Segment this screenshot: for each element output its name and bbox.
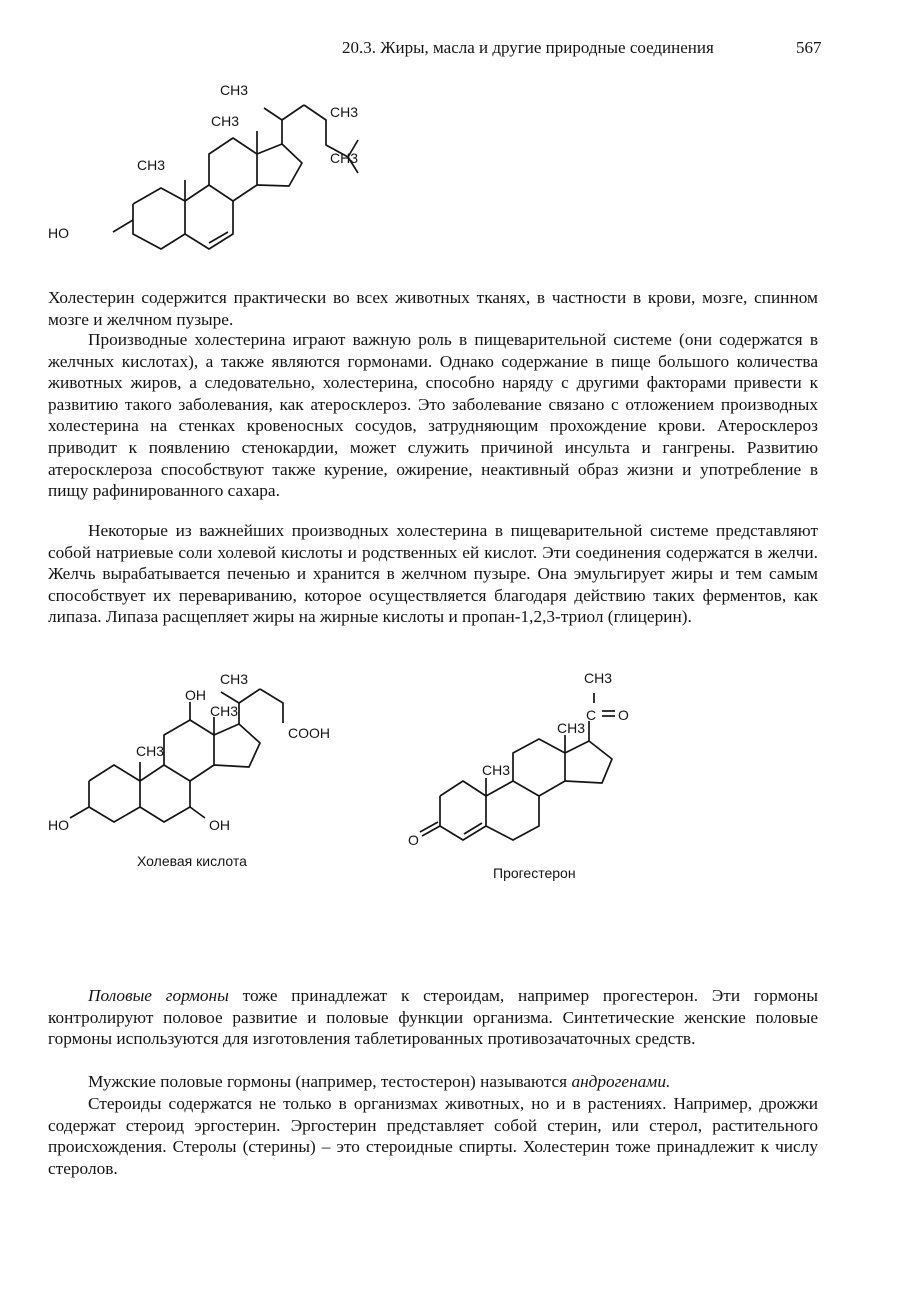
running-header: 20.3. Жиры, масла и другие природные соединения	[342, 38, 714, 57]
androgens-text: Мужские половые гормоны (например, тестостерон) называются	[88, 1072, 572, 1091]
cholic-cooh-label: COOH	[288, 725, 330, 741]
cholic-acid-structure	[40, 665, 360, 845]
cholic-oh-c12-label: OH	[185, 687, 206, 703]
cholesterol-ch3-c19-label: CH3	[137, 157, 166, 173]
cholic-oh-c7-label: OH	[209, 817, 230, 833]
cholesterol-ch3-c18-label: CH3	[211, 113, 240, 129]
paragraph-androgens	[48, 1071, 818, 1093]
cholic-ch3-side-label: CH3	[220, 671, 249, 687]
cholesterol-ch3-isopropyl-bottom-label: CH3	[330, 150, 359, 166]
progesterone-ketone-o-label: O	[408, 832, 419, 848]
paragraph-cholesterol-derivatives: Производные холестерина играют важную роль в пищеварительной системе (они содержатся в желчных кислотах), а также являются гормонами. Однако содержание в пище большого количества животных жиров, а следовательно, холестерина, способно наряду с другими факторами привести к развитию такого заболевания, как атеросклероз. Это заболевание связано с отложением производных холестерина на стенках кровеносных сосудов, затрудняющим прохождение крови. Атеросклероз приводит к появлению стенокардии, может служить причиной инсульта и гангрены. Развитию атеросклероза способствуют также курение, ожирение, неактивный образ жизни и употребление в пищу рафинированного сахара.	[48, 330, 818, 501]
term-sex-hormones: Половые гормоны	[88, 986, 229, 1005]
cholic-acid-caption: Холевая кислота	[137, 853, 247, 869]
paragraph-cholesterol-occurrence: Холестерин содержится практически во всех животных тканях, в частности в крови, мозге, спинном мозге и желчном пузыре.	[48, 288, 818, 329]
progesterone-ch3-c19-label: CH3	[482, 762, 511, 778]
cholic-ho-label: HO	[48, 817, 69, 833]
term-androgens: андрогенами.	[571, 1072, 671, 1091]
paragraph-steroids-plants: Стероиды содержатся не только в организмах животных, но и в растениях. Например, дрожжи содержат стероид эргостерин. Эргостерин представляет собой стерин, или стерол, растительного происхождения. Стеролы (стерины) – это стероидные спирты. Холестерин тоже принадлежит к числу стеролов.	[48, 1094, 818, 1178]
paragraph-bile-acids: Некоторые из важнейших производных холестерина в пищеварительной системе представляют собой натриевые соли холевой кислоты и родственных ей кислот. Эти соединения содержатся в желчи. Желчь вырабатывается печенью и хранится в желчном пузыре. Она эмульгирует жиры и тем самым способствует их перевариванию, которое осуществляется благодаря действию таких ферментов, как липаза. Липаза расщепляет жиры на жирные кислоты и пропан-1,2,3-триол (глицерин).	[48, 521, 818, 627]
cholic-ch3-c19-label: CH3	[136, 743, 165, 759]
sex-hormones-text: тоже принадлежат к стероидам, например прогестерон. Эти гормоны контролируют половое развитие и половые функции организма. Синтетические женские половые гормоны используются для изготовления таблетированных противозачаточных средств.	[48, 986, 818, 1049]
progesterone-ch3-acetyl-label: CH3	[584, 670, 613, 686]
progesterone-structure	[400, 665, 660, 855]
progesterone-carbonyl-o-label: O	[618, 707, 629, 723]
cholesterol-structure	[40, 75, 400, 255]
progesterone-caption: Прогестерон	[493, 865, 576, 881]
progesterone-carbonyl-c-label: C	[586, 707, 597, 723]
cholesterol-ho-label: HO	[48, 225, 69, 241]
cholesterol-ch3-side-label: CH3	[220, 82, 249, 98]
cholic-ch3-c18-label: CH3	[210, 703, 239, 719]
cholesterol-ch3-isopropyl-top-label: CH3	[330, 104, 359, 120]
page-number: 567	[796, 38, 822, 57]
paragraph-sex-hormones	[48, 985, 818, 1050]
progesterone-ch3-c18-label: CH3	[557, 720, 586, 736]
